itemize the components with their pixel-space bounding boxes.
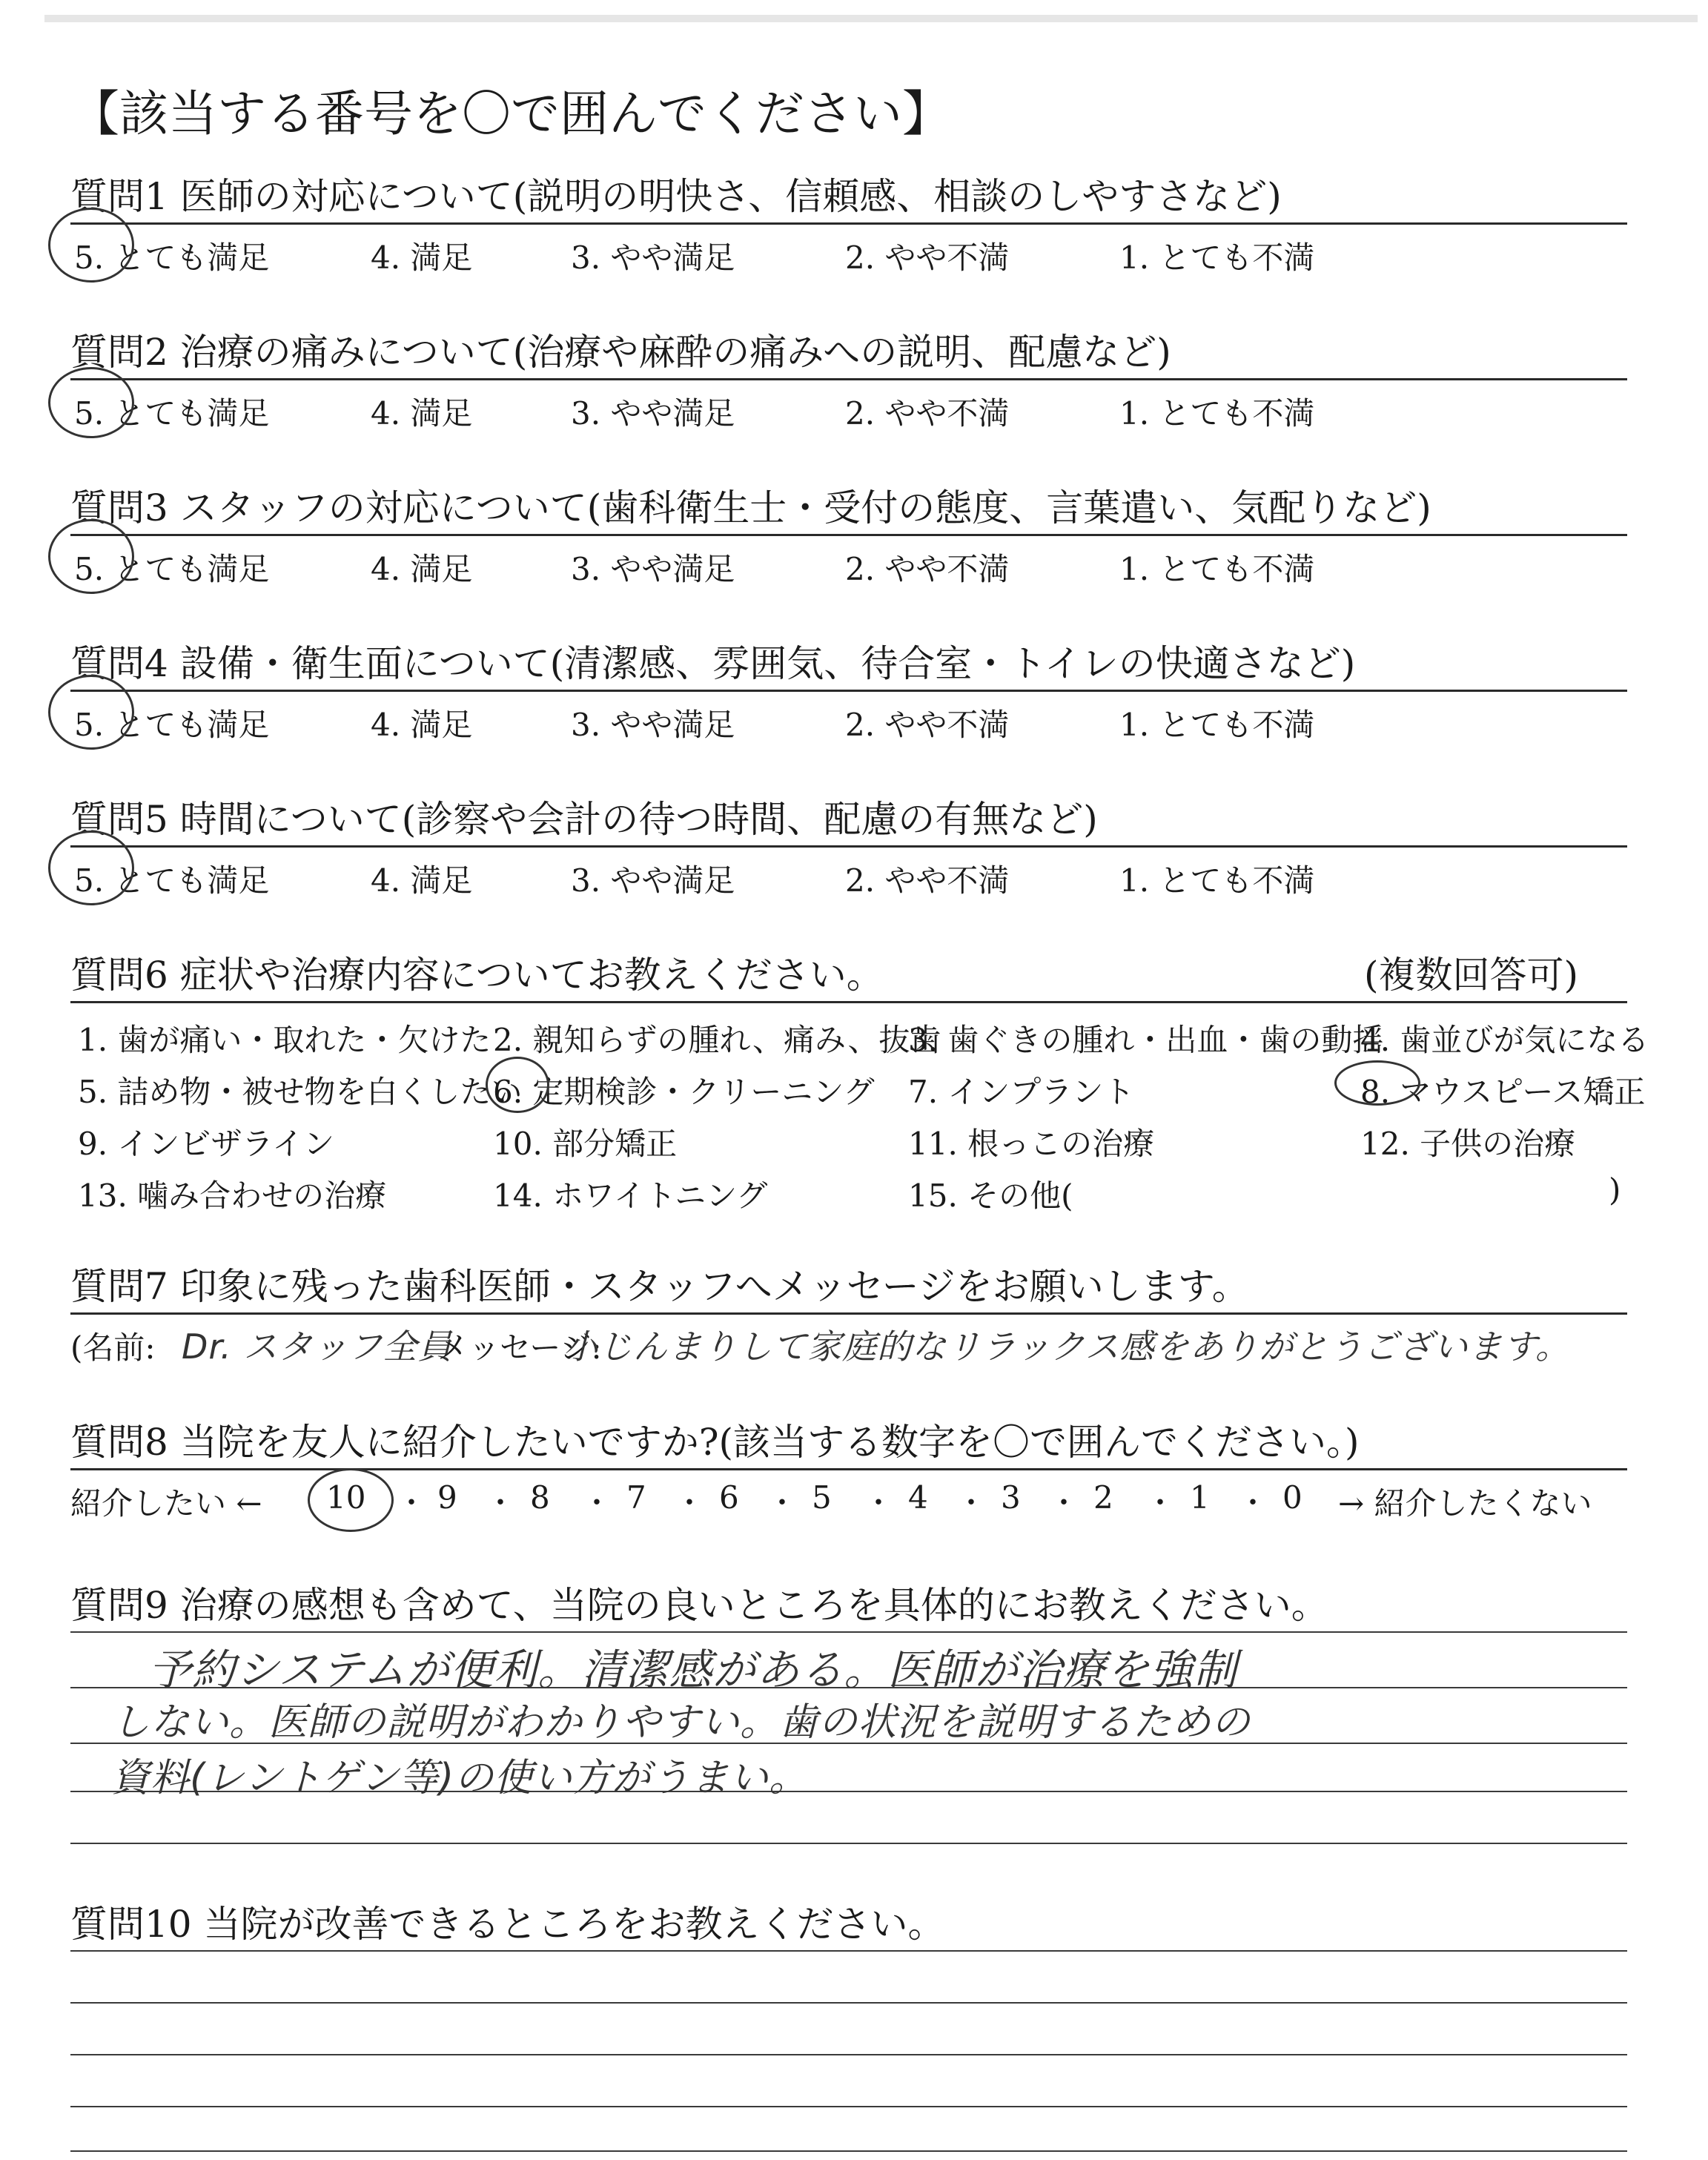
q10-rule-3 bbox=[70, 2054, 1627, 2055]
q1-option-3[interactable]: 3. やや満足 bbox=[571, 240, 735, 276]
q8-selection-circle bbox=[308, 1468, 394, 1532]
q4-selection-circle bbox=[48, 675, 134, 750]
q2-selection-circle bbox=[48, 367, 134, 438]
q10-rule-1 bbox=[70, 1950, 1627, 1952]
q1-option-5[interactable]: 5. とても満足 bbox=[74, 240, 270, 276]
q3-option-1[interactable]: 1. とても不満 bbox=[1119, 551, 1315, 587]
q8-scale-3[interactable]: 3 bbox=[1001, 1479, 1021, 1516]
q7-name-value[interactable]: Dr. スタッフ全員 bbox=[182, 1327, 453, 1367]
question-8-label: 質問8 当院を友人に紹介したいですか?(該当する数字を〇で囲んでください。) bbox=[70, 1421, 1360, 1464]
q8-scale-4[interactable]: 4 bbox=[908, 1479, 928, 1516]
q2-option-3[interactable]: 3. やや満足 bbox=[571, 395, 735, 432]
question-8-rule bbox=[70, 1468, 1627, 1470]
q2-option-1[interactable]: 1. とても不満 bbox=[1119, 395, 1315, 432]
q6-item-10[interactable]: 10. 部分矯正 bbox=[493, 1126, 678, 1162]
question-10-label: 質問10 当院が改善できるところをお教えください。 bbox=[70, 1903, 945, 1946]
q1-option-4[interactable]: 4. 満足 bbox=[371, 240, 473, 276]
question-5-rule bbox=[70, 845, 1627, 848]
q5-option-2[interactable]: 2. やや不満 bbox=[845, 862, 1010, 899]
question-7-rule bbox=[70, 1312, 1627, 1315]
q9-answer-line-1[interactable]: 予約システムが便利。清潔感がある。医師が治療を強制 bbox=[148, 1645, 1238, 1695]
q8-dot: ・ bbox=[675, 1486, 704, 1520]
q9-answer-line-3[interactable]: 資料(レントゲン等)の使い方がうまい。 bbox=[111, 1756, 809, 1800]
q6-selection-circle-8 bbox=[1334, 1060, 1420, 1106]
scan-top-edge bbox=[44, 15, 1698, 22]
q6-item-14[interactable]: 14. ホワイトニング bbox=[493, 1178, 768, 1214]
q8-right-label: → 紹介したくない bbox=[1338, 1485, 1592, 1522]
q8-dot: ・ bbox=[864, 1486, 893, 1520]
q6-item-7[interactable]: 7. インプラント bbox=[908, 1074, 1135, 1110]
q2-option-5[interactable]: 5. とても満足 bbox=[74, 395, 270, 432]
q9-rule-1 bbox=[70, 1631, 1627, 1633]
q8-dot: ・ bbox=[1145, 1486, 1175, 1520]
question-3-rule bbox=[70, 534, 1627, 536]
q8-dot: ・ bbox=[486, 1486, 515, 1520]
q2-option-4[interactable]: 4. 満足 bbox=[371, 395, 473, 432]
q6-item-8[interactable]: 8. マウスピース矯正 bbox=[1360, 1074, 1646, 1110]
question-1-label: 質問1 医師の対応について(説明の明快さ、信頼感、相談のしやすさなど) bbox=[70, 175, 1282, 218]
q9-answer-line-2[interactable]: しない。医師の説明がわかりやすい。歯の状況を説明するための bbox=[111, 1700, 1251, 1745]
q6-item-13[interactable]: 13. 噛み合わせの治療 bbox=[78, 1178, 387, 1214]
q4-option-4[interactable]: 4. 満足 bbox=[371, 707, 473, 743]
q8-scale-6[interactable]: 6 bbox=[719, 1479, 739, 1516]
question-2-label: 質問2 治療の痛みについて(治療や麻酔の痛みへの説明、配慮など) bbox=[70, 331, 1171, 374]
q5-option-3[interactable]: 3. やや満足 bbox=[571, 862, 735, 899]
q4-option-3[interactable]: 3. やや満足 bbox=[571, 707, 735, 743]
question-6-note: (複数回答可) bbox=[1364, 954, 1579, 997]
q8-dot: ・ bbox=[397, 1486, 426, 1520]
q4-option-1[interactable]: 1. とても不満 bbox=[1119, 707, 1315, 743]
q6-item-12[interactable]: 12. 子供の治療 bbox=[1360, 1126, 1576, 1162]
q1-selection-circle bbox=[48, 208, 134, 283]
q8-scale-10[interactable]: 10 bbox=[326, 1479, 366, 1516]
q7-name-label: (名前: bbox=[70, 1330, 156, 1366]
q1-option-2[interactable]: 2. やや不満 bbox=[845, 240, 1010, 276]
q8-dot: ・ bbox=[956, 1486, 986, 1520]
question-1-rule bbox=[70, 222, 1627, 225]
q6-item-15[interactable]: 15. その他( bbox=[908, 1178, 1073, 1214]
question-9-label: 質問9 治療の感想も含めて、当院の良いところを具体的にお教えください。 bbox=[70, 1584, 1328, 1627]
q6-item-1[interactable]: 1. 歯が痛い・取れた・欠けた bbox=[78, 1022, 491, 1058]
q10-rule-4 bbox=[70, 2106, 1627, 2107]
q5-option-1[interactable]: 1. とても不満 bbox=[1119, 862, 1315, 899]
q8-dot: ・ bbox=[1238, 1486, 1268, 1520]
q6-item-9[interactable]: 9. インビザライン bbox=[78, 1126, 335, 1162]
q8-scale-0[interactable]: 0 bbox=[1282, 1479, 1302, 1516]
q10-rule-2 bbox=[70, 2002, 1627, 2004]
q6-item-3[interactable]: 3. 歯ぐきの腫れ・出血・歯の動揺 bbox=[908, 1022, 1384, 1058]
q3-option-5[interactable]: 5. とても満足 bbox=[74, 551, 270, 587]
q8-scale-5[interactable]: 5 bbox=[812, 1479, 832, 1516]
q6-item-6[interactable]: 6. 定期検診・クリーニング bbox=[493, 1074, 875, 1110]
q8-scale-9[interactable]: 9 bbox=[437, 1479, 457, 1516]
q8-dot: ・ bbox=[582, 1486, 612, 1520]
question-2-rule bbox=[70, 378, 1627, 380]
q5-option-5[interactable]: 5. とても満足 bbox=[74, 862, 270, 899]
q8-scale-2[interactable]: 2 bbox=[1093, 1479, 1113, 1516]
question-5-label: 質問5 時間について(診察や会計の待つ時間、配慮の有無など) bbox=[70, 798, 1098, 841]
q6-item-11[interactable]: 11. 根っこの治療 bbox=[908, 1126, 1155, 1162]
question-7-label: 質問7 印象に残った歯科医師・スタッフへメッセージをお願いします。 bbox=[70, 1265, 1249, 1308]
question-6-rule bbox=[70, 1001, 1627, 1003]
q6-item-2[interactable]: 2. 親知らずの腫れ、痛み、抜歯 bbox=[493, 1022, 941, 1058]
q8-scale-1[interactable]: 1 bbox=[1190, 1479, 1210, 1516]
question-4-label: 質問4 設備・衛生面について(清潔感、雰囲気、待合室・トイレの快適さなど) bbox=[70, 642, 1356, 685]
q3-selection-circle bbox=[48, 519, 134, 594]
q1-option-1[interactable]: 1. とても不満 bbox=[1119, 240, 1315, 276]
q4-option-2[interactable]: 2. やや不満 bbox=[845, 707, 1010, 743]
q5-option-4[interactable]: 4. 満足 bbox=[371, 862, 473, 899]
q3-option-3[interactable]: 3. やや満足 bbox=[571, 551, 735, 587]
q4-option-5[interactable]: 5. とても満足 bbox=[74, 707, 270, 743]
q3-option-2[interactable]: 2. やや不満 bbox=[845, 551, 1010, 587]
q10-rule-5 bbox=[70, 2150, 1627, 2152]
q8-dot: ・ bbox=[1049, 1486, 1079, 1520]
q3-option-4[interactable]: 4. 満足 bbox=[371, 551, 473, 587]
q9-rule-5 bbox=[70, 1843, 1627, 1844]
q8-scale-8[interactable]: 8 bbox=[530, 1479, 550, 1516]
page-title: 【該当する番号を〇で囲んでください】 bbox=[70, 85, 951, 142]
q7-message-label: メッセージ: bbox=[437, 1330, 602, 1366]
question-4-rule bbox=[70, 690, 1627, 692]
q6-item-5[interactable]: 5. 詰め物・被せ物を白くしたい bbox=[78, 1074, 523, 1110]
q7-message-value[interactable]: 小じんまりして家庭的なリラックス感をありがとうございます。 bbox=[563, 1327, 1570, 1367]
q8-left-label: 紹介したい ← bbox=[70, 1485, 262, 1522]
q6-item-4[interactable]: 4. 歯並びが気になる bbox=[1360, 1022, 1649, 1058]
q6-selection-circle-6 bbox=[486, 1057, 549, 1113]
question-6-label: 質問6 症状や治療内容についてお教えください。 bbox=[70, 954, 884, 997]
q8-scale-7[interactable]: 7 bbox=[626, 1479, 646, 1516]
q6-item-15-close: ) bbox=[1609, 1172, 1621, 1208]
question-3-label: 質問3 スタッフの対応について(歯科衛生士・受付の態度、言葉遣い、気配りなど) bbox=[70, 486, 1431, 529]
q8-dot: ・ bbox=[767, 1486, 797, 1520]
q5-selection-circle bbox=[48, 830, 134, 905]
q2-option-2[interactable]: 2. やや不満 bbox=[845, 395, 1010, 432]
